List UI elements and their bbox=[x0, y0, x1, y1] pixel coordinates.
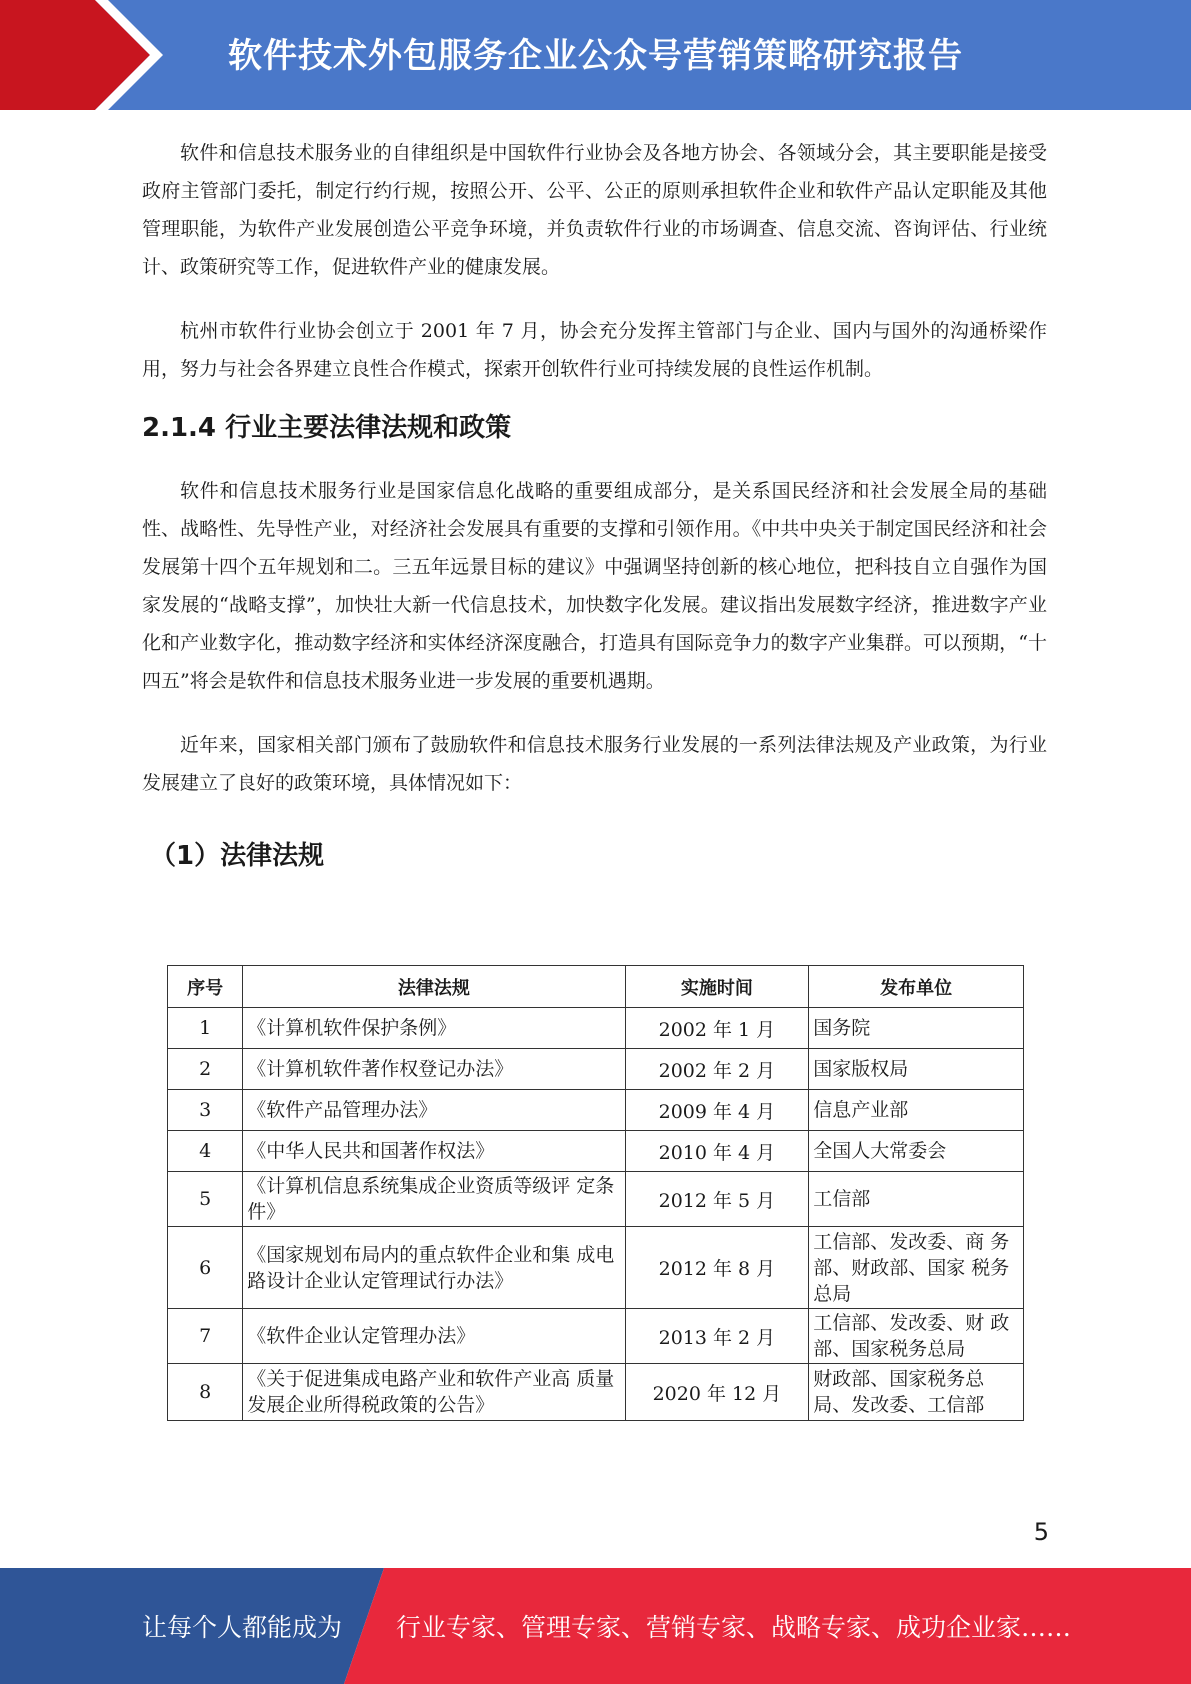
table-cell: 2002 年 1 月 bbox=[625, 1008, 809, 1049]
table-row bbox=[168, 1090, 1024, 1131]
table-cell: 《国家规划布局内的重点软件企业和集 成电路设计企业认定管理试行办法》 bbox=[243, 1227, 625, 1309]
table-cell: 《计算机软件著作权登记办法》 bbox=[243, 1049, 625, 1090]
table-cell: 5 bbox=[168, 1172, 243, 1227]
sub-heading: （1）法律法规 bbox=[150, 841, 325, 871]
table-row bbox=[168, 1172, 1024, 1227]
table-header-cell: 实施时间 bbox=[625, 966, 809, 1008]
table-cell: 8 bbox=[168, 1364, 243, 1421]
page-footer bbox=[0, 1568, 1191, 1684]
paragraph-1: 软件和信息技术服务业的自律组织是中国软件行业协会及各地方协会、各领域分会，其主要职能是接受政府主管部门委托，制定行约行规，按照公开、公平、公正的原则承担软件企业和软件产品认定职能及其他管理职能，为软件产业发展创造公平竞争环境，并负责软件行业的市场调查、信息交流、咨询评估、行业统计、政策研究等工作，促进软件产业的健康发展。 bbox=[142, 142, 1047, 278]
table-cell: 3 bbox=[168, 1090, 243, 1131]
table-row bbox=[168, 1049, 1024, 1090]
table-header-cell: 发布单位 bbox=[809, 966, 1024, 1008]
paragraph-3: 软件和信息技术服务行业是国家信息化战略的重要组成部分，是关系国民经济和社会发展全局的基础性、战略性、先导性产业，对经济社会发展具有重要的支撑和引领作用。《中共中央关于制定国民经济和社会发展第十四个五年规划和二。三五年远景目标的建议》中强调坚持创新的核心地位，把科技自立自强作为国家发展的“战略支撑”，加快壮大新一代信息技术，加快数字化发展。建议指出发展数字经济，推进数字产业化和产业数字化，推动数字经济和实体经济深度融合，打造具有国际竞争力的数字产业集群。可以预期，“十四五”将会是软件和信息技术服务业进一步发展的重要机遇期。 bbox=[142, 480, 1047, 692]
table-cell: 2002 年 2 月 bbox=[625, 1049, 809, 1090]
header-title: 软件技术外包服务企业公众号营销策略研究报告 bbox=[228, 36, 963, 76]
footer-slogan-right: 行业专家、管理专家、营销专家、战略专家、成功企业家…… bbox=[396, 1613, 1072, 1642]
table-cell: 2012 年 5 月 bbox=[625, 1172, 809, 1227]
table-cell: 工信部 bbox=[809, 1172, 1024, 1227]
laws-table bbox=[167, 965, 1024, 1421]
paragraph-4: 近年来，国家相关部门颁布了鼓励软件和信息技术服务行业发展的一系列法律法规及产业政策，为行业发展建立了良好的政策环境，具体情况如下： bbox=[142, 734, 1047, 794]
table-cell: 6 bbox=[168, 1227, 243, 1309]
table-cell: 2020 年 12 月 bbox=[625, 1364, 809, 1421]
table-cell: 《软件产品管理办法》 bbox=[243, 1090, 625, 1131]
table-header-row bbox=[168, 966, 1024, 1008]
table-cell: 《中华人民共和国著作权法》 bbox=[243, 1131, 625, 1172]
table-cell: 工信部、发改委、商 务部、财政部、国家 税务总局 bbox=[809, 1227, 1024, 1309]
table-header-cell: 序号 bbox=[168, 966, 243, 1008]
table-cell: 信息产业部 bbox=[809, 1090, 1024, 1131]
table-row bbox=[168, 1131, 1024, 1172]
table-cell: 《计算机信息系统集成企业资质等级评 定条件》 bbox=[243, 1172, 625, 1227]
page-header bbox=[0, 0, 1191, 110]
page-number: 5 bbox=[1033, 1518, 1049, 1546]
table-cell: 2 bbox=[168, 1049, 243, 1090]
footer-slogan-left: 让每个人都能成为 bbox=[142, 1613, 343, 1642]
table-row bbox=[168, 1227, 1024, 1309]
table-cell: 《关于促进集成电路产业和软件产业高 质量发展企业所得税政策的公告》 bbox=[243, 1364, 625, 1421]
table-cell: 2009 年 4 月 bbox=[625, 1090, 809, 1131]
table-cell: 1 bbox=[168, 1008, 243, 1049]
table-cell: 《软件企业认定管理办法》 bbox=[243, 1309, 625, 1364]
table-cell: 全国人大常委会 bbox=[809, 1131, 1024, 1172]
table-row bbox=[168, 1008, 1024, 1049]
table-cell: 国家版权局 bbox=[809, 1049, 1024, 1090]
table-cell: 工信部、发改委、财 政部、国家税务总局 bbox=[809, 1309, 1024, 1364]
table-cell: 2012 年 8 月 bbox=[625, 1227, 809, 1309]
table-cell: 2013 年 2 月 bbox=[625, 1309, 809, 1364]
table-cell: 2010 年 4 月 bbox=[625, 1131, 809, 1172]
table-cell: 财政部、国家税务总局、发改委、工信部 bbox=[809, 1364, 1024, 1421]
table-cell: 《计算机软件保护条例》 bbox=[243, 1008, 625, 1049]
table-row bbox=[168, 1364, 1024, 1421]
paragraph-2: 杭州市软件行业协会创立于 2001 年 7 月，协会充分发挥主管部门与企业、国内与国外的沟通桥梁作用，努力与社会各界建立良性合作模式，探索开创软件行业可持续发展的良性运作机制。 bbox=[142, 320, 1047, 380]
table-header-cell: 法律法规 bbox=[243, 966, 625, 1008]
table-cell: 国务院 bbox=[809, 1008, 1024, 1049]
main-content bbox=[142, 134, 1047, 900]
table-cell: 7 bbox=[168, 1309, 243, 1364]
table-cell: 4 bbox=[168, 1131, 243, 1172]
table-row bbox=[168, 1309, 1024, 1364]
section-heading: 2.1.4 行业主要法律法规和政策 bbox=[142, 413, 512, 443]
